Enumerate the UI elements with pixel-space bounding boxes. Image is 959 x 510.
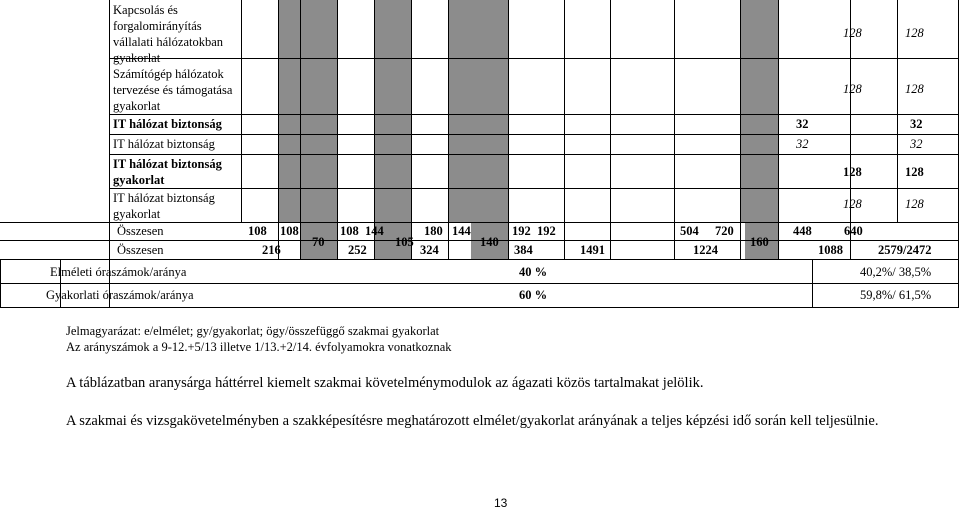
osszesen-total: 1088	[818, 243, 843, 257]
page-number: 13	[494, 496, 508, 510]
row-label-kapcsolas: Kapcsolás és forgalomirányítás vállalati hálózatokban gyakorlat	[113, 3, 224, 65]
osszesen-value: 192	[537, 224, 556, 238]
osszesen-value: 108	[280, 224, 299, 238]
osszesen-merged: 160	[750, 235, 769, 249]
row-value: 32	[796, 117, 809, 131]
legend-line-2: Az arányszámok a 9-12.+5/13 illetve 1/13.+2/14. évfolyamokra vonatkoznak	[66, 340, 452, 354]
osszesen-value: 720	[715, 224, 734, 238]
osszesen-total: 252	[348, 243, 367, 257]
paragraph-ratio-note: A szakmai és vizsgakövetelményben a szakképesítésre meghatározott elmélet/gyakorlat arányának a teljes képzési idő során kell teljesülnie.	[66, 413, 879, 429]
row-label-it-biztonsag-gyak: IT hálózat biztonság gyakorlat	[113, 157, 222, 187]
osszesen-merged: 140	[480, 235, 499, 249]
row-label-it-biztonsag: IT hálózat biztonság	[113, 117, 222, 131]
osszesen-value: 448	[793, 224, 812, 238]
elmeleti-total: 40,2%/ 38,5%	[860, 265, 932, 279]
row-value: 128	[843, 165, 862, 179]
osszesen-value: 144	[452, 224, 471, 238]
row-value: 128	[905, 165, 924, 179]
osszesen-value: 180	[424, 224, 443, 238]
row-value: 128	[905, 26, 924, 40]
osszesen-total: 1491	[580, 243, 605, 257]
row-value: 128	[905, 197, 924, 211]
osszesen-total: 2579/2472	[878, 243, 932, 257]
osszesen-value: 504	[680, 224, 699, 238]
legend-line-1: Jelmagyarázat: e/elmélet; gy/gyakorlat; ögy/összefüggő szakmai gyakorlat	[66, 324, 440, 338]
osszesen-value: 640	[844, 224, 863, 238]
osszesen-merged: 105	[395, 235, 414, 249]
row-label-it-biztonsag-2: IT hálózat biztonság	[113, 137, 215, 151]
row-label-szamitogep: Számítógép hálózatok tervezése és támogatása gyakorlat	[113, 67, 233, 113]
osszesen-label-top: Összesen	[117, 224, 164, 238]
osszesen-value: 108	[248, 224, 267, 238]
osszesen-value: 192	[512, 224, 531, 238]
osszesen-total: 1224	[693, 243, 718, 257]
row-value: 32	[910, 117, 923, 131]
elmeleti-value: 40 %	[519, 265, 548, 279]
row-value: 32	[796, 137, 809, 151]
row-value: 128	[843, 26, 862, 40]
osszesen-total: 324	[420, 243, 439, 257]
gyakorlati-value: 60 %	[519, 288, 548, 302]
osszesen-label-bottom: Összesen	[117, 243, 164, 257]
paragraph-highlight-note: A táblázatban aranysárga háttérrel kiemelt szakmai követelménymodulok az ágazati közös tartalmakat jelölik.	[66, 375, 704, 391]
osszesen-total: 216	[262, 243, 281, 257]
row-value: 128	[905, 82, 924, 96]
gyakorlati-label: Gyakorlati óraszámok/aránya	[46, 288, 194, 302]
row-value: 128	[843, 197, 862, 211]
osszesen-value: 108	[340, 224, 359, 238]
osszesen-merged: 70	[312, 235, 325, 249]
row-value: 128	[843, 82, 862, 96]
row-value: 32	[910, 137, 923, 151]
elmeleti-label: Elméleti óraszámok/aránya	[50, 265, 187, 279]
gyakorlati-total: 59,8%/ 61,5%	[860, 288, 932, 302]
osszesen-total: 384	[514, 243, 533, 257]
row-label-it-biztonsag-gyak-2: IT hálózat biztonság gyakorlat	[113, 191, 215, 221]
osszesen-value: 144	[365, 224, 384, 238]
